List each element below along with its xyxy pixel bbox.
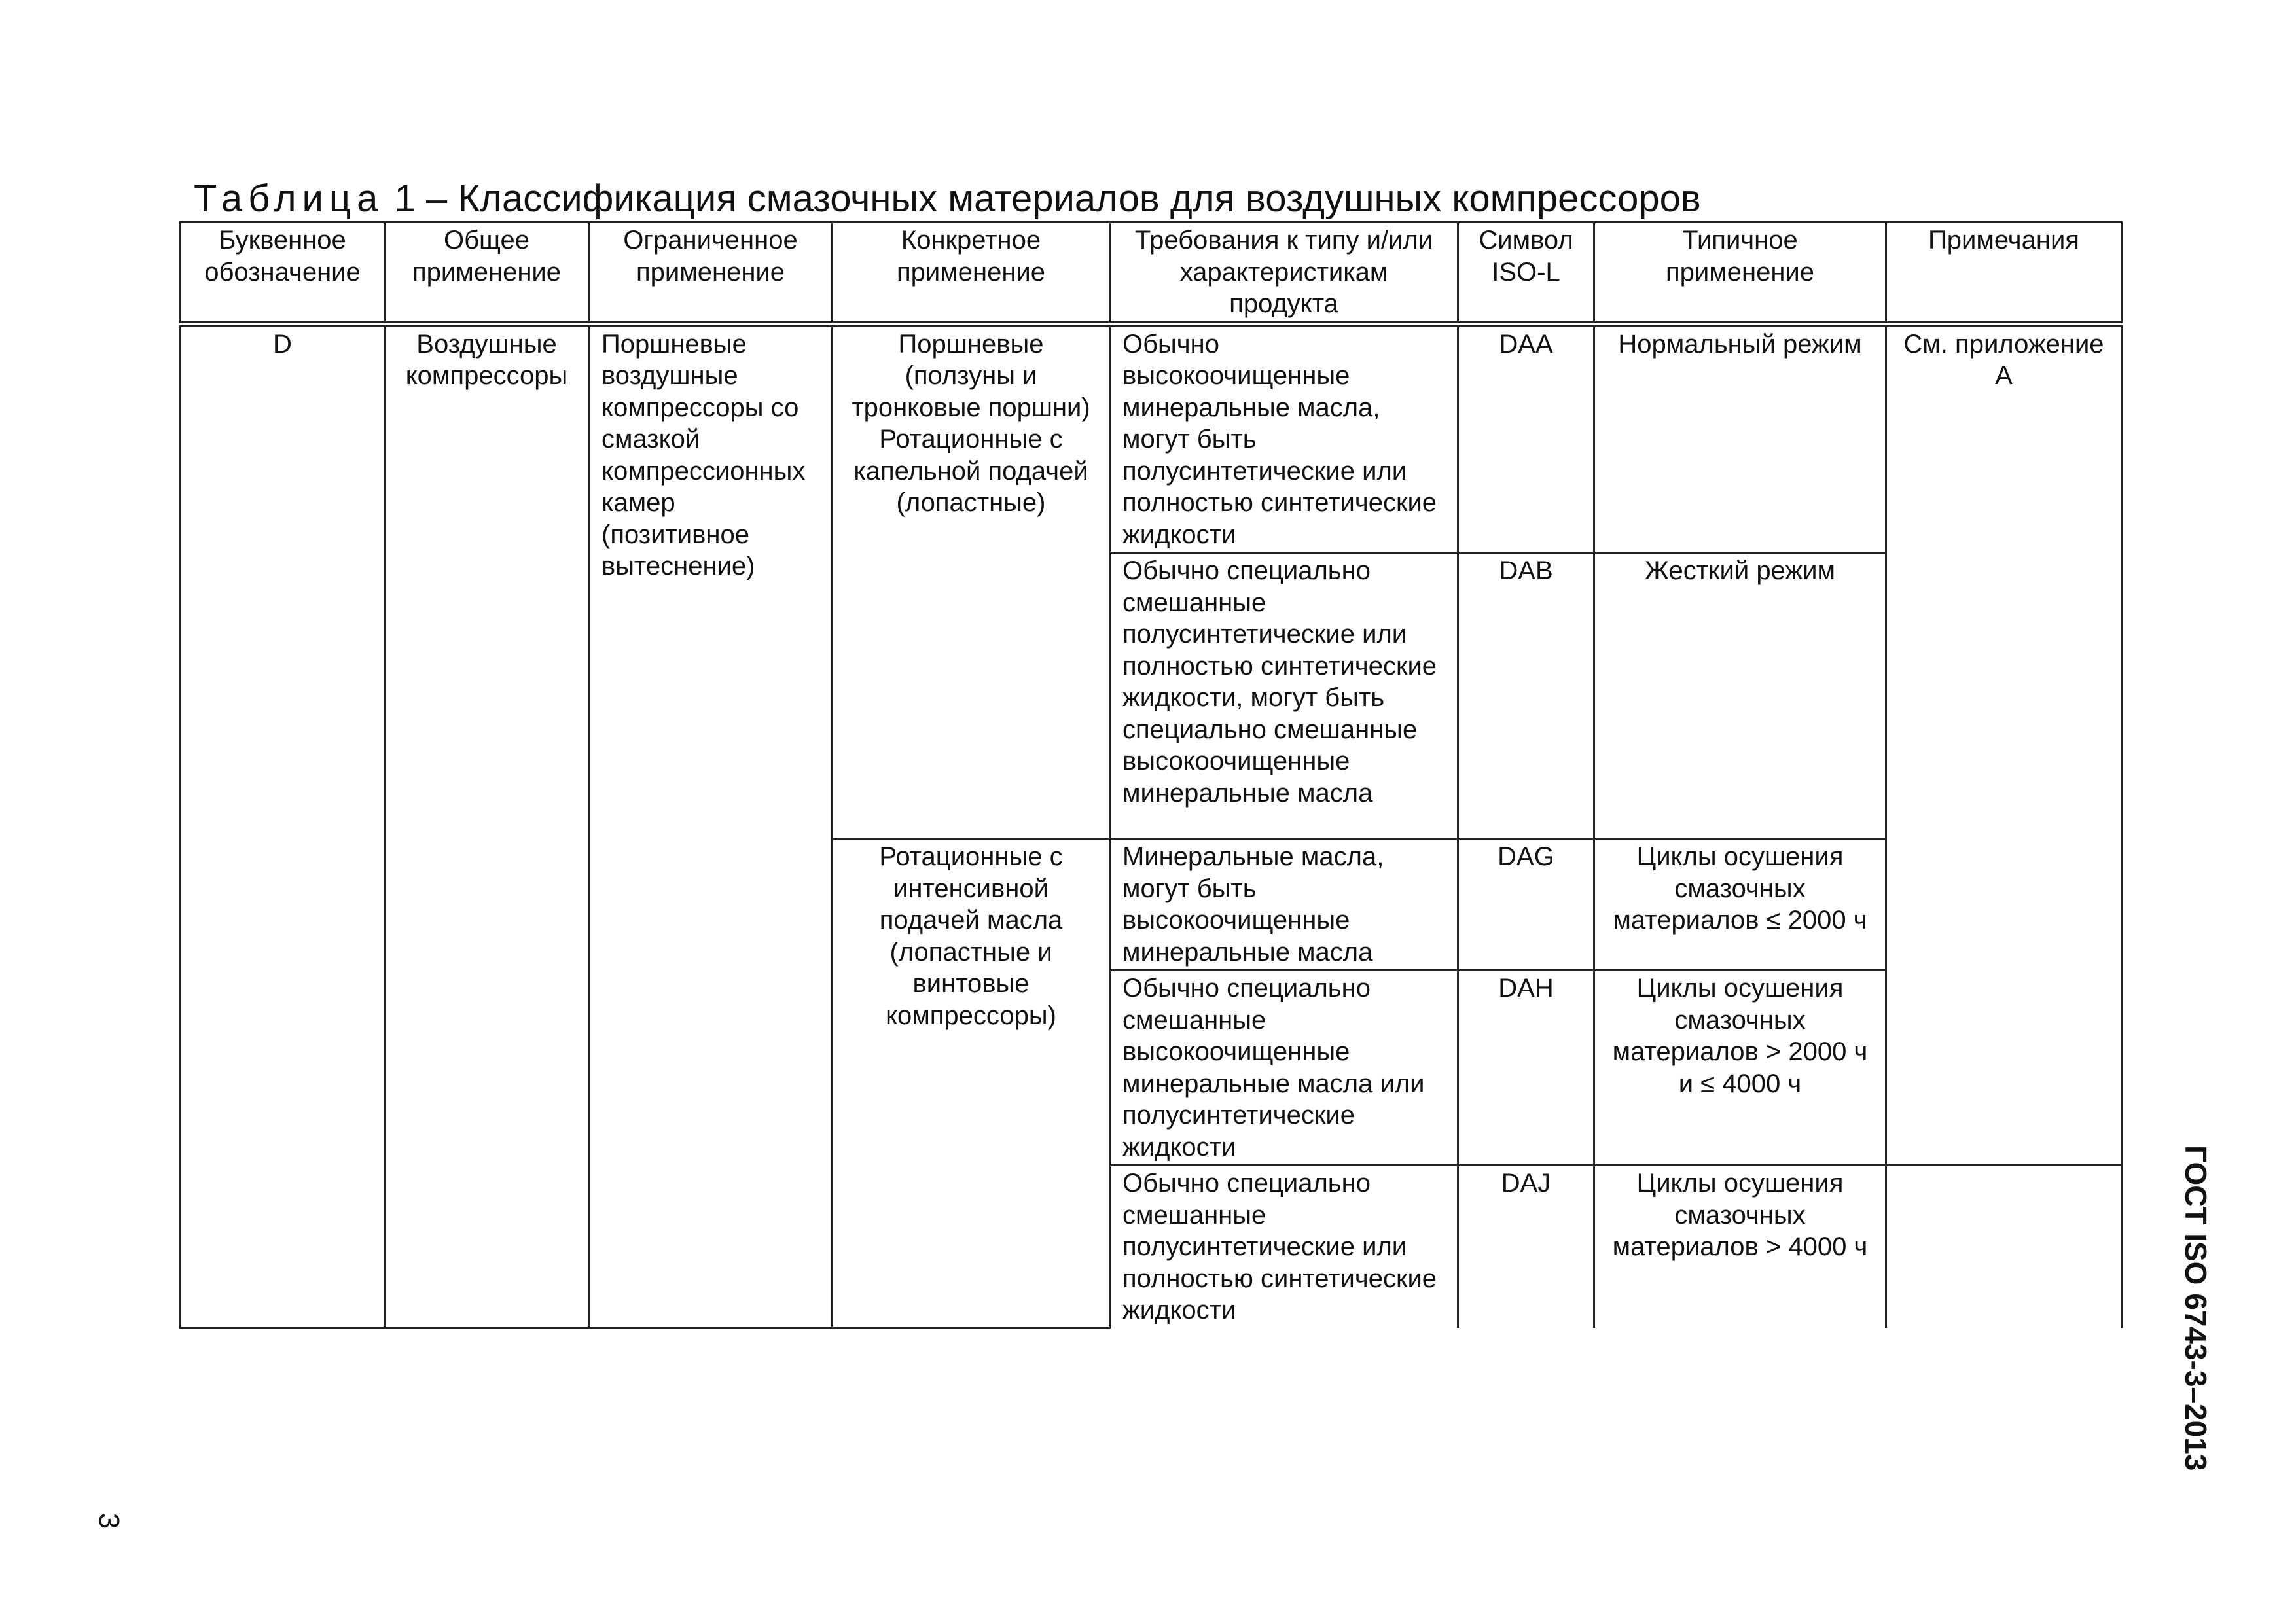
classification-table: [179, 221, 2123, 1329]
symbol-cell: DAJ: [1458, 1166, 1594, 1328]
typical-cell: Жесткий режим: [1594, 553, 1886, 839]
requirements-cell: Обычно высокоочищенные минеральные масла, могут быть полусинтетические или полностью синтетические жидкости: [1110, 324, 1458, 553]
limited-cell: Поршневые воздушные компрессоры со смазкой компрессионных камер (позитивное вытеснение): [589, 324, 833, 1328]
caption-dash: –: [425, 177, 448, 220]
caption-title: Классификация смазочных материалов для воздушных компрессоров: [457, 177, 1701, 220]
symbol-cell: DAG: [1458, 839, 1594, 971]
requirements-cell: Обычно специально смешанные полусинтетические или полностью синтетические жидкости: [1110, 1166, 1458, 1328]
notes-cell-2: [1886, 1166, 2122, 1328]
typical-cell: Циклы осушения смазочных материалов > 4000 ч: [1594, 1166, 1886, 1328]
specific-cell-1: Поршневые (ползуны и тронковые поршни) Ротационные с капельной подачей (лопастные): [833, 324, 1110, 839]
table-row: [181, 324, 2122, 553]
header-symbol: Символ ISO-L: [1458, 223, 1594, 325]
header-requirements: Требования к типу и/или характеристикам продукта: [1110, 223, 1458, 325]
header-limited: Ограниченное применение: [589, 223, 833, 325]
header-letter: Буквенное обозначение: [181, 223, 385, 325]
general-cell: Воздушные компрессоры: [385, 324, 589, 1328]
notes-cell-1: См. приложение А: [1886, 324, 2122, 1166]
document-code: ГОСТ ISO 6743-3–2013: [2179, 1145, 2213, 1471]
typical-cell: Циклы осушения смазочных материалов ≤ 2000 ч: [1594, 839, 1886, 971]
header-typical: Типичное применение: [1594, 223, 1886, 325]
header-row: [181, 223, 2122, 325]
symbol-cell: DAA: [1458, 324, 1594, 553]
requirements-cell: Обычно специально смешанные полусинтетические или полностью синтетические жидкости, могут быть специально смешанные высокоочищенные минеральные масла: [1110, 553, 1458, 839]
typical-cell: Циклы осушения смазочных материалов > 2000 ч и ≤ 4000 ч: [1594, 971, 1886, 1166]
table-caption: [194, 177, 1701, 221]
header-general: Общее применение: [385, 223, 589, 325]
letter-cell: D: [181, 324, 385, 1328]
header-specific: Конкретное применение: [833, 223, 1110, 325]
caption-number: 1: [394, 177, 416, 220]
page-number: 3: [93, 1512, 125, 1529]
caption-prefix: Таблица: [194, 177, 384, 220]
header-notes: Примечания: [1886, 223, 2122, 325]
requirements-cell: Минеральные масла, могут быть высокоочищенные минеральные масла: [1110, 839, 1458, 971]
symbol-cell: DAH: [1458, 971, 1594, 1166]
symbol-cell: DAB: [1458, 553, 1594, 839]
requirements-cell: Обычно специально смешанные высокоочищенные минеральные масла или полусинтетические жидкости: [1110, 971, 1458, 1166]
typical-cell: Нормальный режим: [1594, 324, 1886, 553]
specific-cell-2: Ротационные с интенсивной подачей масла (лопастные и винтовые компрессоры): [833, 839, 1110, 1328]
